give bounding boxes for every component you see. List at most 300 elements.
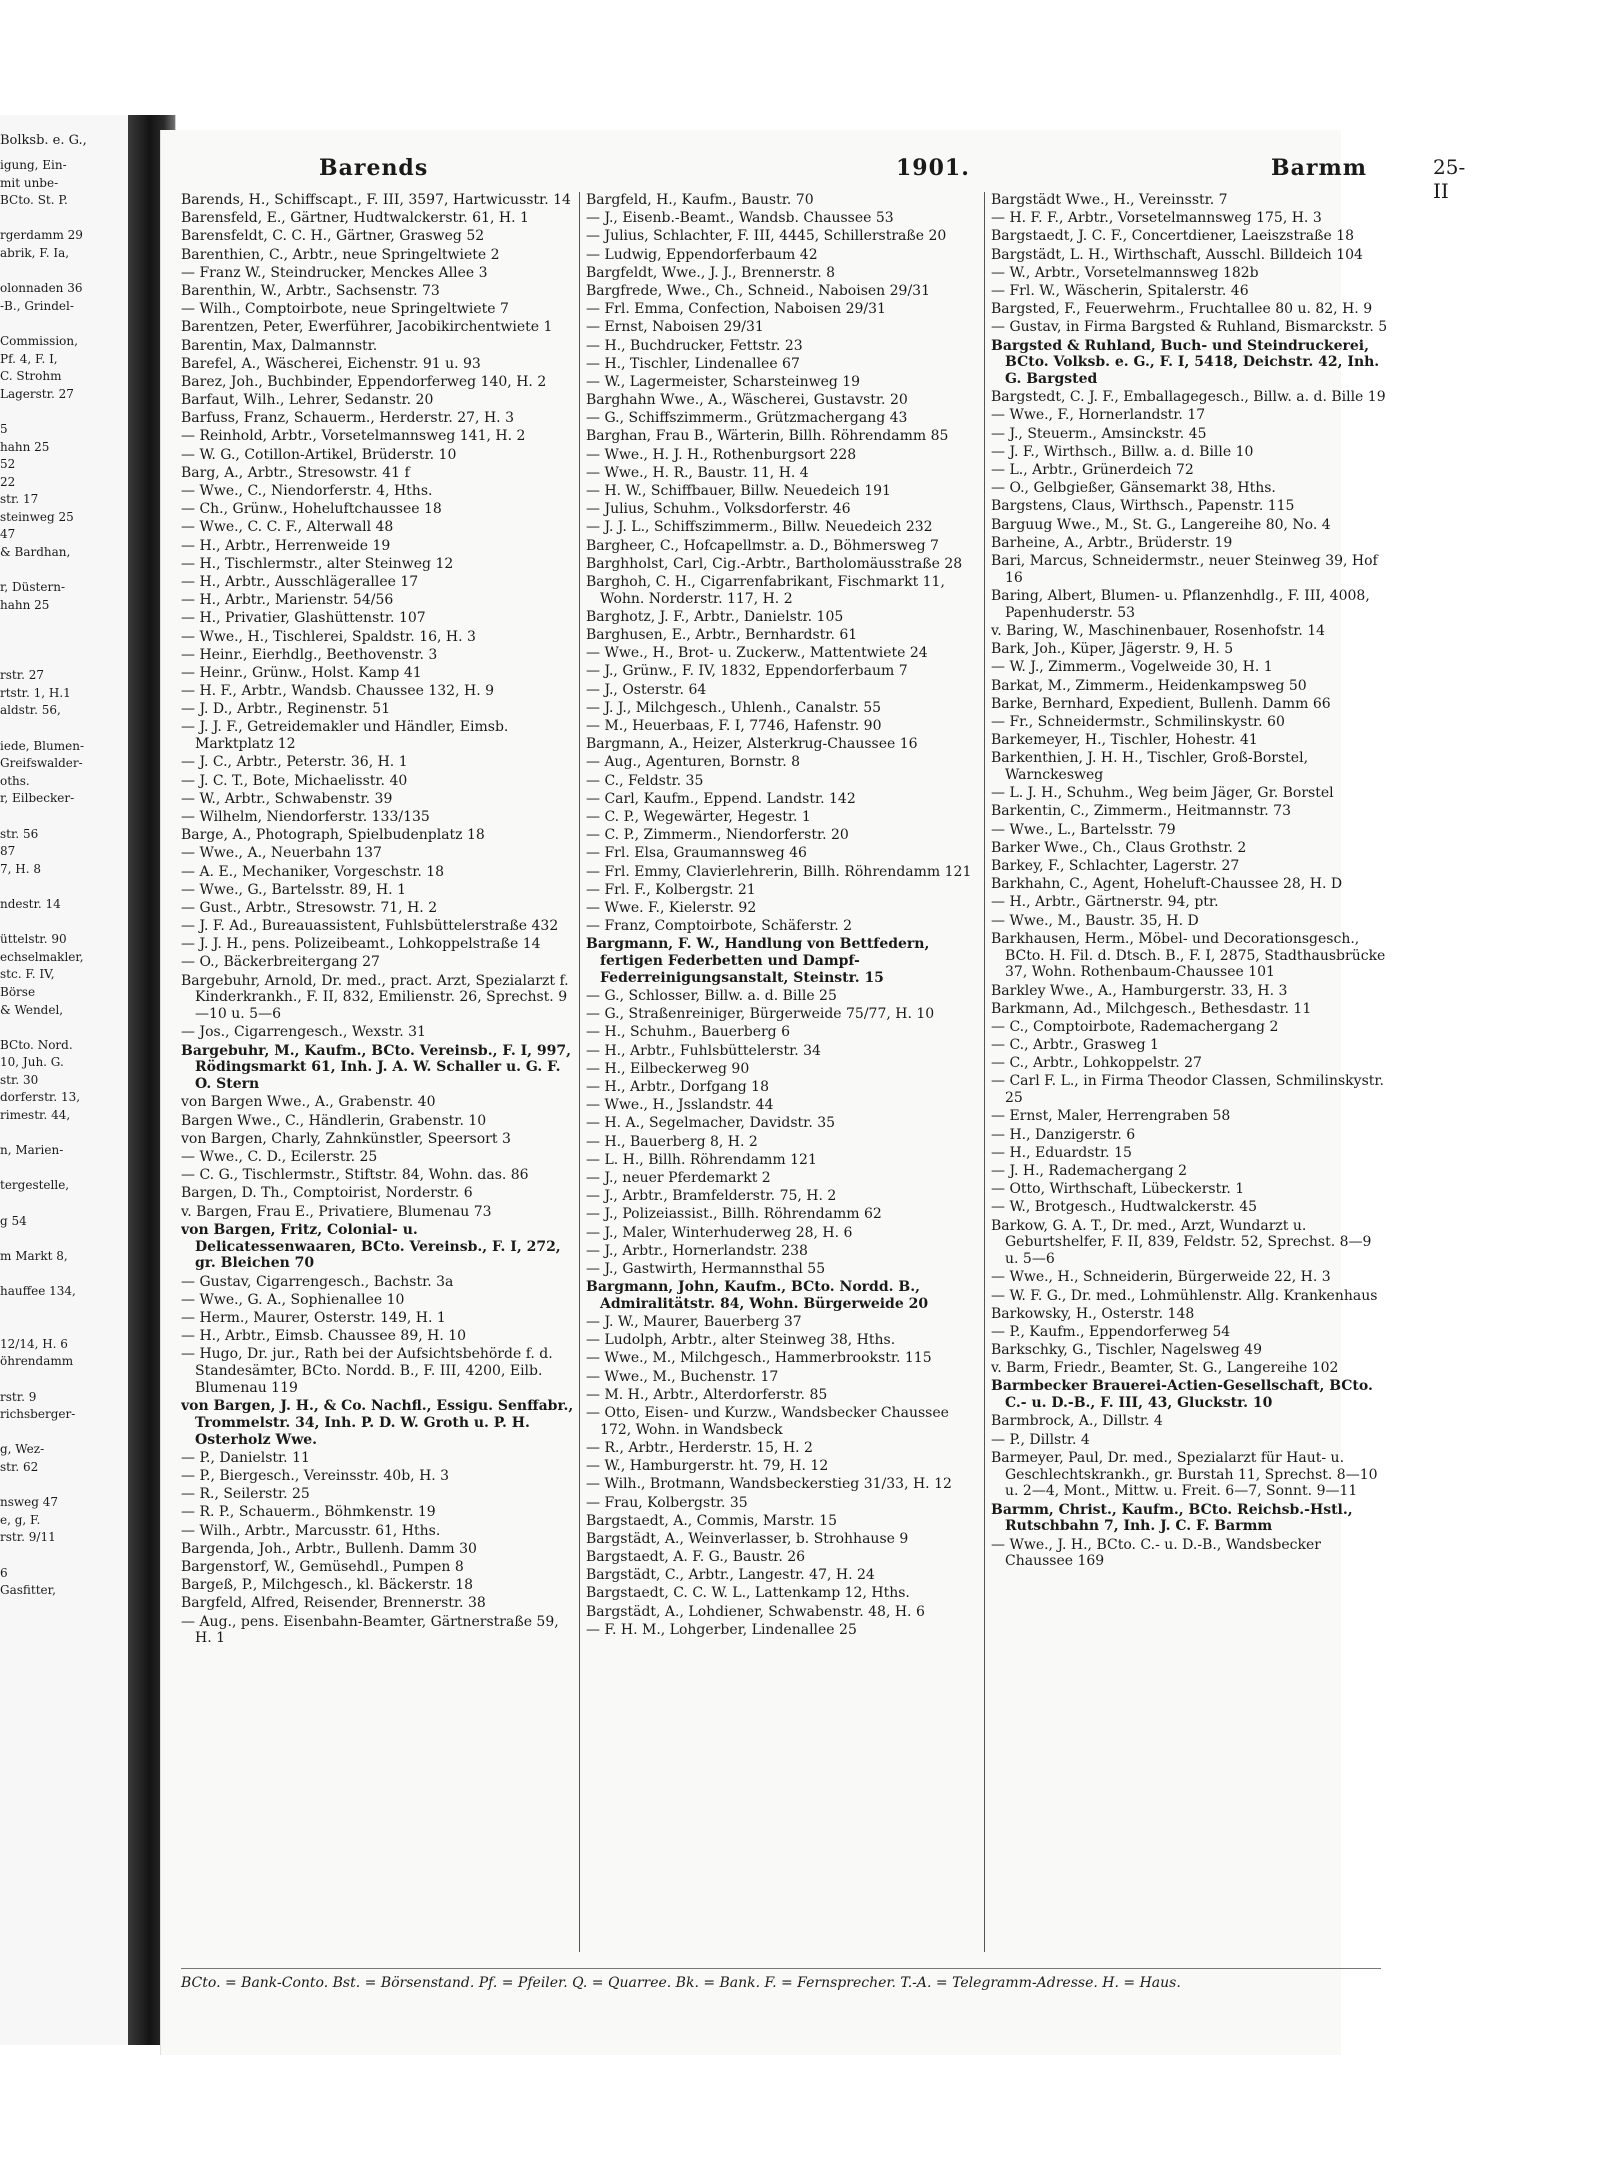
directory-entry: — Gust., Arbtr., Stresowstr. 71, H. 2 bbox=[181, 899, 438, 916]
left-page-line bbox=[0, 650, 128, 668]
directory-entry: Bargenda, Joh., Arbtr., Bullenh. Damm 30 bbox=[181, 1540, 477, 1557]
directory-entry: — W., Arbtr., Schwabenstr. 39 bbox=[181, 790, 393, 807]
directory-entry: — J., Polizeiassist., Billh. Röhrendamm 62 bbox=[586, 1206, 882, 1223]
directory-entry: — J., neuer Pferdemarkt 2 bbox=[586, 1169, 771, 1186]
left-page-line: BCto. St. P. bbox=[0, 193, 68, 208]
directory-entry: — Wwe., C. D., Ecilerstr. 25 bbox=[181, 1148, 378, 1165]
directory-entry: — G., Schlosser, Billw. a. d. Bille 25 bbox=[586, 988, 837, 1005]
directory-entry: — J. J. L., Schiffszimmerm., Billw. Neuedeich 232 bbox=[586, 519, 933, 536]
directory-entry: — C. P., Zimmerm., Niendorferstr. 20 bbox=[586, 827, 849, 844]
directory-entry: — Wwe., H., Tischlerei, Spaldstr. 16, H. 3 bbox=[181, 628, 476, 645]
directory-entry: — Franz W., Steindrucker, Menckes Allee 3 bbox=[181, 264, 488, 281]
directory-entry: — A. E., Mechaniker, Vorgeschstr. 18 bbox=[181, 863, 445, 880]
left-page-line: ndestr. 14 bbox=[0, 896, 61, 911]
directory-entry: — Wwe., H. J. H., Rothenburgsort 228 bbox=[586, 446, 857, 463]
directory-entry: — Wilhelm, Niendorferstr. 133/135 bbox=[181, 808, 430, 825]
left-page-header: Bolksb. e. G., bbox=[0, 133, 87, 148]
left-page-line: Pf. 4, F. I, bbox=[0, 351, 58, 366]
left-page-line bbox=[0, 403, 128, 421]
directory-entry: — J., Steuerm., Amsinckstr. 45 bbox=[991, 425, 1207, 442]
directory-entry: Bargeß, P., Milchgesch., kl. Bäckerstr. 18 bbox=[181, 1577, 474, 1594]
left-page-line: rgerdamm 29 bbox=[0, 228, 83, 243]
left-page-line: 52 bbox=[0, 457, 16, 472]
left-page-line: rtstr. 1, H.1 bbox=[0, 685, 71, 700]
directory-entry: — J. D., Arbtr., Reginenstr. 51 bbox=[181, 701, 391, 718]
directory-entry: Bargmann, A., Heizer, Alsterkrug-Chaussee 16 bbox=[586, 736, 918, 753]
directory-entry: Barke, Bernhard, Expedient, Bullenh. Damm 66 bbox=[991, 695, 1331, 712]
directory-entry: — Wwe., C. C. F., Alterwall 48 bbox=[181, 519, 394, 536]
directory-entry: — Otto, Wirthschaft, Lübeckerstr. 1 bbox=[991, 1181, 1245, 1198]
left-page-line: 7, H. 8 bbox=[0, 861, 41, 876]
directory-entry: — J., Arbtr., Bramfelderstr. 75, H. 2 bbox=[586, 1188, 837, 1205]
directory-entry: Barmbecker Brauerei-Actien-Gesellschaft, BCto. C.- u. D.-B., F. III, 43, Gluckstr. 10 bbox=[991, 1378, 1373, 1412]
directory-entry: Barenthin, W., Arbtr., Sachsenstr. 73 bbox=[181, 282, 440, 299]
directory-entry: Barensfeld, E., Gärtner, Hudtwalckerstr. 61, H. 1 bbox=[181, 210, 529, 227]
directory-entry: Barkey, F., Schlachter, Lagerstr. 27 bbox=[991, 857, 1240, 874]
directory-entry: Barkenthien, J. H. H., Tischler, Groß-Borstel, Warnckesweg bbox=[991, 750, 1309, 784]
directory-entry: — Wwe., M., Milchgesch., Hammerbrookstr. 115 bbox=[586, 1350, 932, 1367]
directory-entry: — H., Arbtr., Ausschlägerallee 17 bbox=[181, 573, 419, 590]
left-page-line: nsweg 47 bbox=[0, 1495, 59, 1510]
directory-entry: Barguug Wwe., M., St. G., Langereihe 80, No. 4 bbox=[991, 516, 1331, 533]
directory-entry: — H., Danzigerstr. 6 bbox=[991, 1126, 1136, 1143]
left-page-line: olonnaden 36 bbox=[0, 281, 83, 296]
directory-entry: — J., Gastwirth, Hermannsthal 55 bbox=[586, 1260, 826, 1277]
left-page-line: -B., Grindel- bbox=[0, 298, 74, 313]
directory-entry: — F. H. M., Lohgerber, Lindenallee 25 bbox=[586, 1621, 857, 1638]
left-page-line: n, Marien- bbox=[0, 1143, 64, 1158]
left-page-line: str. 30 bbox=[0, 1072, 39, 1087]
directory-columns bbox=[161, 192, 1388, 1952]
directory-page bbox=[160, 130, 1466, 2055]
left-page-line: mit unbe- bbox=[0, 175, 59, 190]
directory-entry: Barghoh, C. H., Cigarrenfabrikant, Fischmarkt 11, Wohn. Norderstr. 117, H. 2 bbox=[586, 573, 945, 607]
directory-entry: v. Baring, W., Maschinenbauer, Rosenhofstr. 14 bbox=[991, 622, 1326, 639]
directory-entry: — Ernst, Naboisen 29/31 bbox=[586, 319, 764, 336]
directory-entry: Barghusen, E., Arbtr., Bernhardstr. 61 bbox=[586, 627, 858, 644]
directory-entry: Bargebuhr, M., Kaufm., BCto. Vereinsb., F. I, 997, Rödingsmarkt 61, Inh. J. A. W. Schaller u. G. F. O. Stern bbox=[181, 1042, 571, 1093]
left-page-line: hahn 25 bbox=[0, 597, 50, 612]
left-page-line: steinweg 25 bbox=[0, 509, 74, 524]
directory-entry: Barmm, Christ., Kaufm., BCto. Reichsb.-Hstl., Rutschbahn 7, Inh. J. C. F. Barmm bbox=[991, 1501, 1353, 1535]
directory-entry: Barkhausen, Herm., Möbel- und Decorationsgesch., BCto. H. Fil. d. Dtsch. B., F. I, 2875, Stadthausbrücke 37, Wohn. Rothenbaum-Chaussee 101 bbox=[991, 930, 1386, 981]
directory-entry: — Wwe., H., Jsslandstr. 44 bbox=[586, 1097, 774, 1114]
left-page-line bbox=[0, 1424, 128, 1442]
directory-entry: Bargheer, C., Hofcapellmstr. a. D., Böhmersweg 7 bbox=[586, 537, 939, 554]
directory-entry: Barkschky, G., Tischler, Nagelsweg 49 bbox=[991, 1342, 1262, 1359]
directory-entry: — C. P., Wegewärter, Hegestr. 1 bbox=[586, 808, 811, 825]
directory-entry: — Franz, Comptoirbote, Schäferstr. 2 bbox=[586, 918, 853, 935]
directory-entry: Barkowsky, H., Osterstr. 148 bbox=[991, 1305, 1195, 1322]
directory-entry: — H., Arbtr., Eimsb. Chaussee 89, H. 10 bbox=[181, 1328, 467, 1345]
directory-entry: Bargsted & Ruhland, Buch- und Steindruckerei, BCto. Volksb. e. G., F. I, 5418, Deichstr. 42, Inh. G. Bargsted bbox=[991, 337, 1380, 388]
left-page-line: rstr. 27 bbox=[0, 668, 45, 683]
header-right-keyword: Barmm bbox=[1271, 155, 1367, 181]
column-divider bbox=[579, 192, 580, 1952]
directory-entry: — Ernst, Maler, Herrengraben 58 bbox=[991, 1108, 1231, 1125]
directory-entry: Barkemeyer, H., Tischler, Hohestr. 41 bbox=[991, 732, 1258, 749]
left-page-line bbox=[0, 1301, 128, 1319]
directory-entry: von Bargen, Charly, Zahnkünstler, Speersort 3 bbox=[181, 1130, 511, 1147]
left-page-line bbox=[0, 878, 128, 896]
directory-entry: — Gustav, Cigarrengesch., Bachstr. 3a bbox=[181, 1273, 454, 1290]
directory-entry: — P., Kaufm., Eppendorferweg 54 bbox=[991, 1323, 1231, 1340]
directory-entry: v. Bargen, Frau E., Privatiere, Blumenau 73 bbox=[181, 1203, 492, 1220]
left-page-line bbox=[0, 1019, 128, 1037]
left-page-line bbox=[0, 210, 128, 228]
left-page-line bbox=[0, 914, 128, 932]
directory-entry: — H., Arbtr., Marienstr. 54/56 bbox=[181, 592, 394, 609]
directory-entry: Bargmann, F. W., Handlung von Bettfedern, fertigen Federbetten und Dampf-Federreinigungsanstalt, Steinstr. 15 bbox=[586, 936, 930, 986]
left-page-line: str. 62 bbox=[0, 1459, 39, 1474]
left-page-line: Commission, bbox=[0, 333, 78, 348]
left-page-line: Gasfitter, bbox=[0, 1583, 56, 1598]
directory-entry: — Wwe., G. A., Sophienallee 10 bbox=[181, 1291, 405, 1308]
directory-entry: — Wwe., M., Buchenstr. 17 bbox=[586, 1368, 779, 1385]
left-page-line: oths. bbox=[0, 773, 30, 788]
column-1 bbox=[181, 192, 579, 1952]
directory-entry: Bargfeld, Alfred, Reisender, Brennerstr. 38 bbox=[181, 1595, 486, 1612]
left-page-line: 6 bbox=[0, 1565, 8, 1580]
directory-entry: — Wwe., A., Neuerbahn 137 bbox=[181, 845, 382, 862]
left-page-line: tergestelle, bbox=[0, 1178, 70, 1193]
directory-entry: — H., Tischler, Lindenallee 67 bbox=[586, 355, 800, 372]
left-page-line: C. Strohm bbox=[0, 369, 62, 384]
left-page-line bbox=[0, 1371, 128, 1389]
directory-entry: Bargfeld, H., Kaufm., Baustr. 70 bbox=[586, 192, 814, 208]
directory-entry: Barghotz, J. F., Arbtr., Danielstr. 105 bbox=[586, 608, 844, 625]
left-page-line bbox=[0, 1195, 128, 1213]
directory-entry: — Frl. Elsa, Graumannsweg 46 bbox=[586, 845, 807, 862]
directory-entry: Bargstaedt, C. C. W. L., Lattenkamp 12, Hths. bbox=[586, 1585, 910, 1602]
left-page-line bbox=[0, 808, 128, 826]
column-divider bbox=[984, 192, 985, 1952]
directory-entry: Bargstedt, C. J. F., Emballagegesch., Billw. a. d. Bille 19 bbox=[991, 389, 1386, 406]
left-page-line: rstr. 9/11 bbox=[0, 1530, 56, 1545]
directory-entry: — R., Arbtr., Herderstr. 15, H. 2 bbox=[586, 1439, 813, 1456]
directory-entry: — J., Maler, Winterhuderweg 28, H. 6 bbox=[586, 1224, 853, 1241]
left-page-line: iede, Blumen- bbox=[0, 738, 84, 753]
page-number: 25-II bbox=[1433, 155, 1466, 203]
directory-entry: von Bargen, J. H., & Co. Nachfl., Essigu. Senffabr., Trommelstr. 34, Inh. P. D. W. Groth u. P. H. Osterholz Wwe. bbox=[181, 1398, 574, 1448]
directory-entry: — H. A., Segelmacher, Davidstr. 35 bbox=[586, 1115, 836, 1132]
directory-entry: — W., Brotgesch., Hudtwalckerstr. 45 bbox=[991, 1199, 1258, 1216]
left-page-line bbox=[0, 1230, 128, 1248]
directory-entry: — Herm., Maurer, Osterstr. 149, H. 1 bbox=[181, 1309, 446, 1326]
left-page-line bbox=[0, 562, 128, 580]
left-page-line bbox=[0, 315, 128, 333]
left-page-line: öhrendamm bbox=[0, 1354, 74, 1369]
directory-entry: — Heinr., Eierhdlg., Beethovenstr. 3 bbox=[181, 646, 438, 663]
directory-entry: Barfaut, Wilh., Lehrer, Sedanstr. 20 bbox=[181, 392, 434, 409]
directory-entry: Barheine, A., Arbtr., Brüderstr. 19 bbox=[991, 534, 1233, 551]
directory-entry: — H. W., Schiffbauer, Billw. Neuedeich 191 bbox=[586, 483, 891, 499]
directory-entry: Barmbrock, A., Dillstr. 4 bbox=[991, 1413, 1163, 1430]
left-page-line: hahn 25 bbox=[0, 439, 50, 454]
left-page-line: r, Eilbecker- bbox=[0, 791, 75, 806]
directory-entry: — Frl. F., Kolbergstr. 21 bbox=[586, 881, 756, 898]
left-page-line bbox=[0, 1547, 128, 1565]
left-page-line: rimestr. 44, bbox=[0, 1108, 71, 1123]
directory-entry: — H., Bauerberg 8, H. 2 bbox=[586, 1133, 758, 1150]
directory-entry: — J., Grünw., F. IV, 1832, Eppendorferbaum 7 bbox=[586, 663, 908, 680]
column-2 bbox=[586, 192, 984, 1952]
directory-entry: Bargstaedt, A. F. G., Baustr. 26 bbox=[586, 1549, 806, 1566]
directory-entry: — Ludwig, Eppendorferbaum 42 bbox=[586, 246, 818, 263]
directory-entry: Barg, A., Arbtr., Stresowstr. 41 f bbox=[181, 464, 410, 481]
left-page-line: 47 bbox=[0, 527, 16, 542]
directory-entry: Barentzen, Peter, Ewerführer, Jacobikirchentwiete 1 bbox=[181, 319, 553, 336]
directory-entry: Barghahn Wwe., A., Wäscherei, Gustavstr. 20 bbox=[586, 392, 908, 409]
directory-entry: Bargstens, Claus, Wirthsch., Papenstr. 115 bbox=[991, 498, 1295, 515]
directory-entry: — Otto, Eisen- und Kurzw., Wandsbecker Chaussee 172, Wohn. in Wandsbeck bbox=[586, 1405, 949, 1438]
left-page-line: & Bardhan, bbox=[0, 545, 71, 560]
left-page-line bbox=[0, 614, 128, 632]
directory-entry: — H., Arbtr., Gärtnerstr. 94, ptr. bbox=[991, 894, 1219, 911]
left-page-line: echselmakler, bbox=[0, 949, 84, 964]
left-page-text bbox=[0, 157, 128, 1600]
directory-entry: — L. H., Billh. Röhrendamm 121 bbox=[586, 1151, 817, 1168]
directory-entry: Barghan, Frau B., Wärterin, Billh. Röhrendamm 85 bbox=[586, 428, 949, 445]
directory-entry: — R. P., Schauerm., Böhmkenstr. 19 bbox=[181, 1504, 436, 1521]
directory-entry: — Wilh., Comptoirbote, neue Springeltwiete 7 bbox=[181, 301, 509, 318]
directory-entry: — H., Arbtr., Dorfgang 18 bbox=[586, 1079, 769, 1096]
directory-entry: Bargstädt, C., Arbtr., Langestr. 47, H. 24 bbox=[586, 1567, 875, 1584]
directory-entry: Barkow, G. A. T., Dr. med., Arzt, Wundarzt u. Geburtshelfer, F. II, 839, Feldstr. 52, Sprechst. 8—9 u. 5—6 bbox=[991, 1217, 1372, 1268]
directory-entry: Barmeyer, Paul, Dr. med., Spezialarzt für Haut- u. Geschlechtskrankh., gr. Burstah 11, Sprechst. 8—10 u. 2—4, Mont., Mittw. u. Freit. 6—7, Sonnt. 9—11 bbox=[991, 1449, 1378, 1500]
directory-entry: Bargen Wwe., C., Händlerin, Grabenstr. 10 bbox=[181, 1112, 487, 1129]
directory-entry: v. Barm, Friedr., Beamter, St. G., Langereihe 102 bbox=[991, 1360, 1339, 1377]
column-3 bbox=[991, 192, 1389, 1952]
directory-entry: — J., Osterstr. 64 bbox=[586, 681, 707, 698]
directory-entry: Bargstädt, L. H., Wirthschaft, Ausschl. Billdeich 104 bbox=[991, 246, 1363, 263]
directory-entry: — J. C. T., Bote, Michaelisstr. 40 bbox=[181, 772, 408, 789]
directory-entry: Bark, Joh., Küper, Jägerstr. 9, H. 5 bbox=[991, 641, 1234, 658]
left-page-line: Börse bbox=[0, 984, 36, 999]
directory-entry: — Wwe., H., Schneiderin, Bürgerweide 22, H. 3 bbox=[991, 1269, 1331, 1286]
directory-entry: — L., Arbtr., Grünerdeich 72 bbox=[991, 462, 1194, 479]
directory-entry: — H., Tischlermstr., alter Steinweg 12 bbox=[181, 555, 454, 572]
directory-entry: — Jos., Cigarrengesch., Wexstr. 31 bbox=[181, 1024, 426, 1041]
left-page-line bbox=[0, 632, 128, 650]
directory-entry: Barker Wwe., Ch., Claus Grothstr. 2 bbox=[991, 839, 1247, 856]
left-page-line bbox=[0, 720, 128, 738]
directory-entry: — Wwe., C., Niendorferstr. 4, Hths. bbox=[181, 483, 433, 499]
directory-entry: — C. G., Tischlermstr., Stiftstr. 84, Wohn. das. 86 bbox=[181, 1167, 529, 1184]
directory-entry: — C., Arbtr., Lohkoppelstr. 27 bbox=[991, 1055, 1202, 1072]
directory-entry: — Frau, Kolbergstr. 35 bbox=[586, 1494, 748, 1511]
directory-entry: Barenthien, C., Arbtr., neue Springeltwiete 2 bbox=[181, 246, 500, 263]
directory-entry: Barez, Joh., Buchbinder, Eppendorferweg 140, H. 2 bbox=[181, 373, 547, 390]
header-left-keyword: Barends bbox=[319, 155, 429, 181]
directory-entry: Barkentin, C., Zimmerm., Heitmannstr. 73 bbox=[991, 803, 1291, 820]
left-page-line: rstr. 9 bbox=[0, 1389, 37, 1404]
left-page-line bbox=[0, 1125, 128, 1143]
directory-entry: von Bargen, Fritz, Colonial- u. Delicatessenwaaren, BCto. Vereinsb., F. I, 272, gr. Bleichen 70 bbox=[181, 1221, 561, 1272]
directory-entry: — Carl F. L., in Firma Theodor Classen, Schmilinskystr. 25 bbox=[991, 1073, 1384, 1107]
directory-entry: — Fr., Schneidermstr., Schmilinskystr. 60 bbox=[991, 713, 1285, 730]
directory-entry: — H., Arbtr., Herrenweide 19 bbox=[181, 537, 391, 554]
directory-entry: — Wwe., H., Brot- u. Zuckerw., Mattentwiete 24 bbox=[586, 645, 928, 662]
directory-entry: — Wwe., J. H., BCto. C.- u. D.-B., Wandsbecker Chaussee 169 bbox=[991, 1536, 1321, 1570]
left-page-line: e, g, F. bbox=[0, 1512, 41, 1527]
directory-entry: — J. C., Arbtr., Peterstr. 36, H. 1 bbox=[181, 754, 408, 771]
directory-entry: — Gustav, in Firma Bargsted & Ruhland, Bismarckstr. 5 bbox=[991, 319, 1388, 336]
directory-entry: — J. W., Maurer, Bauerberg 37 bbox=[586, 1314, 802, 1331]
directory-entry: Bargstaedt, A., Commis, Marstr. 15 bbox=[586, 1512, 837, 1529]
directory-entry: Barkmann, Ad., Milchgesch., Bethesdastr. 11 bbox=[991, 1000, 1312, 1017]
left-page-line: 12/14, H. 6 bbox=[0, 1336, 68, 1351]
left-page-line: aldstr. 56, bbox=[0, 703, 61, 718]
directory-entry: Bargsted, F., Feuerwehrm., Fruchtallee 80 u. 82, H. 9 bbox=[991, 301, 1373, 318]
directory-entry: — H., Arbtr., Fuhlsbüttelerstr. 34 bbox=[586, 1042, 821, 1059]
left-page-line: stc. F. IV, bbox=[0, 967, 55, 982]
directory-entry: Bargen, D. Th., Comptoirist, Norderstr. 6 bbox=[181, 1185, 473, 1202]
left-page-line: richsberger- bbox=[0, 1407, 76, 1422]
left-page-line: Greifswalder- bbox=[0, 756, 83, 771]
directory-entry: Baring, Albert, Blumen- u. Pflanzenhdlg., F. III, 4008, Papenhuderstr. 53 bbox=[991, 587, 1370, 621]
directory-entry: — Reinhold, Arbtr., Vorsetelmannsweg 141, H. 2 bbox=[181, 428, 526, 445]
left-page-line bbox=[0, 1160, 128, 1178]
directory-entry: Bargstädt, A., Weinverlasser, b. Strohhause 9 bbox=[586, 1530, 909, 1547]
left-page-line bbox=[0, 1265, 128, 1283]
directory-entry: — H. F., Arbtr., Wandsb. Chaussee 132, H. 9 bbox=[181, 683, 495, 700]
directory-entry: — J. F. Ad., Bureauassistent, Fuhlsbüttelerstraße 432 bbox=[181, 918, 559, 935]
directory-entry: Barkley Wwe., A., Hamburgerstr. 33, H. 3 bbox=[991, 982, 1288, 999]
directory-entry: — J. J., Milchgesch., Uhlenh., Canalstr. 55 bbox=[586, 699, 882, 716]
directory-entry: — G., Schiffszimmerm., Grützmachergang 43 bbox=[586, 410, 908, 427]
directory-entry: — H., Eilbeckerweg 90 bbox=[586, 1060, 750, 1077]
directory-entry: — Frl. Emma, Confection, Naboisen 29/31 bbox=[586, 301, 886, 318]
directory-entry: — R., Seilerstr. 25 bbox=[181, 1486, 310, 1503]
directory-entry: — Frl. Emmy, Clavierlehrerin, Billh. Röhrendamm 121 bbox=[586, 863, 972, 880]
directory-entry: — C., Arbtr., Grasweg 1 bbox=[991, 1037, 1159, 1054]
directory-entry: — C., Comptoirbote, Rademachergang 2 bbox=[991, 1018, 1279, 1035]
directory-entry: — J., Arbtr., Hornerlandstr. 238 bbox=[586, 1242, 808, 1259]
directory-entry: — Hugo, Dr. jur., Rath bei der Aufsichtsbehörde f. d. Standesämter, BCto. Nordd. B., F. III, 4200, Eilb. Blumenau 119 bbox=[181, 1346, 553, 1396]
left-page-line: r, Düstern- bbox=[0, 580, 65, 595]
left-page-line: hauffee 134, bbox=[0, 1284, 76, 1298]
left-page-line: 10, Juh. G. bbox=[0, 1055, 64, 1070]
directory-entry: — Ch., Grünw., Hoheluftchaussee 18 bbox=[181, 501, 442, 518]
header-year: 1901. bbox=[896, 155, 970, 181]
left-page-line: g 54 bbox=[0, 1213, 27, 1228]
directory-entry: — H., Schuhm., Bauerberg 6 bbox=[586, 1024, 791, 1041]
directory-entry: — Wilh., Arbtr., Marcusstr. 61, Hths. bbox=[181, 1522, 441, 1539]
directory-entry: — Aug., pens. Eisenbahn-Beamter, Gärtnerstraße 59, H. 1 bbox=[181, 1613, 559, 1647]
left-page-line: BCto. Nord. bbox=[0, 1037, 73, 1052]
directory-entry: — J. J. H., pens. Polizeibeamt., Lohkoppelstraße 14 bbox=[181, 936, 541, 953]
directory-entry: — J. J. F., Getreidemakler und Händler, Eimsb. Marktplatz 12 bbox=[181, 719, 509, 753]
directory-entry: — W. J., Zimmerm., Vogelweide 30, H. 1 bbox=[991, 659, 1273, 676]
directory-entry: Barkhahn, C., Agent, Hoheluft-Chaussee 28, H. D bbox=[991, 876, 1343, 893]
directory-entry: — M. H., Arbtr., Alterdorferstr. 85 bbox=[586, 1386, 828, 1403]
directory-entry: Barensfeldt, C. C. H., Gärtner, Grasweg 52 bbox=[181, 228, 485, 245]
directory-entry: Barge, A., Photograph, Spielbudenplatz 18 bbox=[181, 827, 485, 844]
left-page-line: 22 bbox=[0, 474, 16, 489]
left-page-line bbox=[0, 1477, 128, 1495]
left-page-line bbox=[0, 1318, 128, 1336]
directory-entry: Bargstaedt, J. C. F., Concertdiener, Laeiszstraße 18 bbox=[991, 228, 1355, 245]
directory-entry: Bargfrede, Wwe., Ch., Schneid., Naboisen 29/31 bbox=[586, 282, 930, 299]
directory-entry: — H. F. F., Arbtr., Vorsetelmannsweg 175, H. 3 bbox=[991, 210, 1322, 227]
directory-entry: Bari, Marcus, Schneidermstr., neuer Steinweg 39, Hof 16 bbox=[991, 552, 1378, 586]
left-page-line: igung, Ein- bbox=[0, 158, 67, 172]
directory-entry: Bargmann, John, Kaufm., BCto. Nordd. B., Admiralitätstr. 84, Wohn. Bürgerweide 20 bbox=[586, 1279, 929, 1312]
left-page-line: üttelstr. 90 bbox=[0, 932, 67, 947]
directory-entry: Barefel, A., Wäscherei, Eichenstr. 91 u. 93 bbox=[181, 355, 481, 372]
directory-entry: — Frl. W., Wäscherin, Spitalerstr. 46 bbox=[991, 282, 1249, 299]
directory-entry: — C., Feldstr. 35 bbox=[586, 772, 704, 789]
directory-entry: — Carl, Kaufm., Eppend. Landstr. 142 bbox=[586, 790, 856, 807]
directory-entry: — M., Heuerbaas, F. I, 7746, Hafenstr. 90 bbox=[586, 718, 882, 735]
directory-entry: — Wwe., M., Baustr. 35, H. D bbox=[991, 912, 1199, 929]
left-page-line: str. 17 bbox=[0, 492, 39, 507]
directory-entry: Barends, H., Schiffscapt., F. III, 3597, Hartwicusstr. 14 bbox=[181, 192, 571, 208]
directory-entry: — H., Eduardstr. 15 bbox=[991, 1144, 1132, 1161]
left-page-fragment bbox=[0, 115, 176, 2045]
directory-entry: — J. H., Rademachergang 2 bbox=[991, 1163, 1187, 1179]
directory-entry: — Heinr., Grünw., Holst. Kamp 41 bbox=[181, 664, 422, 681]
directory-entry: — G., Straßenreiniger, Bürgerweide 75/77, H. 10 bbox=[586, 1006, 935, 1023]
directory-entry: — Wilh., Brotmann, Wandsbeckerstieg 31/33, H. 12 bbox=[586, 1476, 952, 1493]
left-page-line: g, Wez- bbox=[0, 1442, 45, 1457]
directory-entry: — P., Danielstr. 11 bbox=[181, 1449, 310, 1466]
directory-entry: Barkat, M., Zimmerm., Heidenkampsweg 50 bbox=[991, 677, 1307, 694]
directory-entry: — O., Bäckerbreitergang 27 bbox=[181, 954, 380, 971]
directory-entry: — L. J. H., Schuhm., Weg beim Jäger, Gr. Borstel bbox=[991, 785, 1334, 802]
directory-entry: — H., Buchdrucker, Fettstr. 23 bbox=[586, 337, 803, 354]
directory-entry: — Julius, Schlachter, F. III, 4445, Schillerstraße 20 bbox=[586, 228, 947, 245]
directory-entry: — P., Biergesch., Vereinsstr. 40b, H. 3 bbox=[181, 1468, 450, 1485]
directory-entry: — Ludolph, Arbtr., alter Steinweg 38, Hths. bbox=[586, 1332, 896, 1349]
directory-entry: — Aug., Agenturen, Bornstr. 8 bbox=[586, 754, 800, 771]
directory-entry: Bargstädt, A., Lohdiener, Schwabenstr. 48, H. 6 bbox=[586, 1603, 925, 1620]
directory-entry: — Julius, Schuhm., Volksdorferstr. 46 bbox=[586, 501, 851, 518]
directory-entry: — Wwe. F., Kielerstr. 92 bbox=[586, 899, 757, 916]
directory-entry: — W. G., Cotillon-Artikel, Brüderstr. 10 bbox=[181, 446, 457, 463]
directory-entry: Bargenstorf, W., Gemüsehdl., Pumpen 8 bbox=[181, 1558, 464, 1575]
left-page-line: 5 bbox=[0, 421, 8, 436]
left-page-line: & Wendel, bbox=[0, 1002, 64, 1017]
left-page-line: str. 56 bbox=[0, 826, 39, 841]
directory-entry: — Wwe., H. R., Baustr. 11, H. 4 bbox=[586, 464, 809, 481]
directory-entry: — W. F. G., Dr. med., Lohmühlenstr. Allg. Krankenhaus bbox=[991, 1287, 1378, 1304]
directory-entry: — Wwe., G., Bartelsstr. 89, H. 1 bbox=[181, 881, 406, 898]
directory-entry: — P., Dillstr. 4 bbox=[991, 1431, 1090, 1448]
directory-entry: — J., Eisenb.-Beamt., Wandsb. Chaussee 53 bbox=[586, 210, 894, 227]
directory-entry: Bargfeldt, Wwe., J. J., Brennerstr. 8 bbox=[586, 264, 836, 281]
directory-entry: Barentin, Max, Dalmannstr. bbox=[181, 337, 378, 354]
left-page-line: 87 bbox=[0, 844, 16, 859]
directory-entry: — H., Privatier, Glashüttenstr. 107 bbox=[181, 610, 426, 627]
directory-entry: — Wwe., L., Bartelsstr. 79 bbox=[991, 821, 1176, 838]
abbreviation-legend: BCto. = Bank-Conto. Bst. = Börsenstand. Pf. = Pfeiler. Q. = Quarree. Bk. = Bank. F. = Fernsprecher. T.-A. = Telegramm-Adresse. H. = Haus. bbox=[181, 1968, 1381, 1991]
directory-entry: von Bargen Wwe., A., Grabenstr. 40 bbox=[181, 1094, 436, 1111]
left-page-line: Lagerstr. 27 bbox=[0, 386, 74, 401]
directory-entry: — W., Hamburgerstr. ht. 79, H. 12 bbox=[586, 1458, 829, 1475]
directory-entry: — J. F., Wirthsch., Billw. a. d. Bille 10 bbox=[991, 443, 1254, 460]
directory-entry: Barghholst, Carl, Cig.-Arbtr., Bartholomäusstraße 28 bbox=[586, 555, 963, 572]
left-page-line: dorferstr. 13, bbox=[0, 1090, 81, 1105]
left-page-line bbox=[0, 263, 128, 281]
left-page-line: abrik, F. Ia, bbox=[0, 245, 70, 260]
directory-entry: — W., Lagermeister, Scharsteinweg 19 bbox=[586, 373, 861, 390]
directory-entry: Bargstädt Wwe., H., Vereinsstr. 7 bbox=[991, 192, 1228, 208]
directory-entry: — Wwe., F., Hornerlandstr. 17 bbox=[991, 407, 1206, 424]
directory-entry: — O., Gelbgießer, Gänsemarkt 38, Hths. bbox=[991, 480, 1276, 497]
directory-entry: — W., Arbtr., Vorsetelmannsweg 182b bbox=[991, 264, 1259, 281]
